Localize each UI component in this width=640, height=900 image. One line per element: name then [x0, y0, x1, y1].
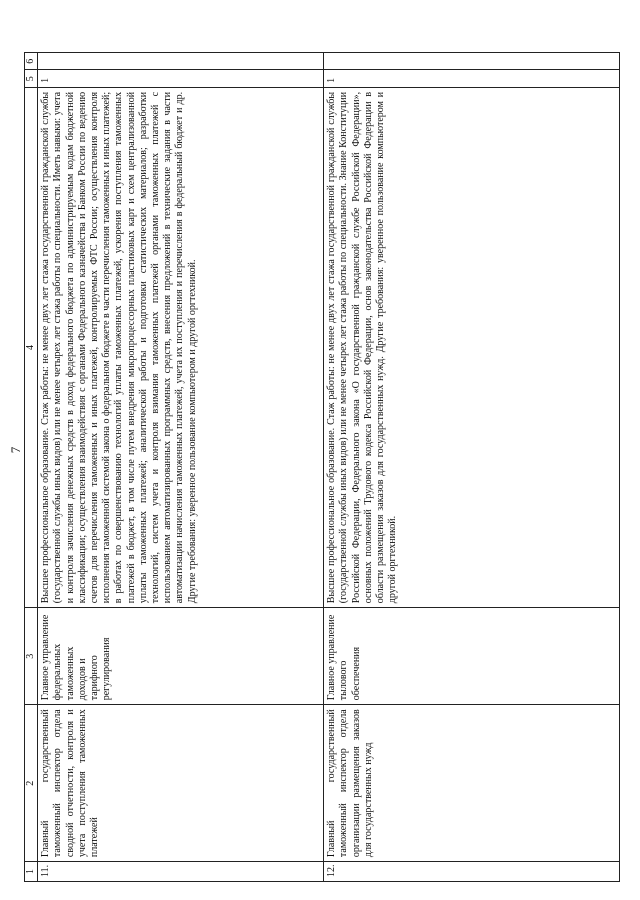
column-header: 5 [25, 70, 38, 87]
vacancy-count: 1 [324, 70, 620, 87]
department-name: Главное управление федеральных таможенных доходов и тарифного регулирования [38, 608, 324, 705]
vacancy-count: 1 [38, 70, 324, 87]
position-title: Главный государственный таможенный инспектор отдела организации размещения заказов для государственных нужд [324, 705, 620, 862]
position-title: Главный государственный таможенный инспектор отдела сводной отчетности, контроля и учета поступления таможенных платежей [38, 705, 324, 862]
vacancy-table [24, 52, 620, 882]
column-header: 6 [25, 53, 38, 70]
page-number: 7 [8, 446, 23, 454]
column-6-cell [324, 53, 620, 70]
column-header: 3 [25, 608, 38, 705]
table-row [324, 53, 620, 882]
requirements-text: Высшее профессиональное образование. Стаж работы: не менее двух лет стажа государственной гражданской службы (государственной службы иных видов) или не менее четырех лет стажа работы по специальности. Знание Конституции Российской Федерации, Федерального закона «О государственной гражданской службе Российской Федерации», основных положений Трудового кодекса Российской Федерации, основ законодательства Российской Федерации в области размещения заказов для государственных нужд. Другие требования: уверенное пользование компьютером и другой оргтехникой. [324, 87, 620, 607]
requirements-text: Высшее профессиональное образование. Стаж работы: не менее двух лет стажа государственной гражданской службы (государственной службы иных видов) или не менее четырех лет стажа работы по специальности. Иметь навыки: учета и контроля зачисления денежных средств в доход федерального бюджета по администрируемым кодам бюджетной классификации; осуществления взаимодействия с органами Федерального казначейства и Банком России по ведению счетов для перечисления таможенных и иных платежей, контролируемых ФТС России; осуществления контроля исполнения таможенной системой закона о федеральном бюджете в части перечисления таможенных и иных платежей; в работах по совершенствованию технологий уплаты таможенных платежей, ускорения поступления таможенных платежей в бюджет, в том числе путем внедрения микропроцессорных пластиковых карт и схем централизованной уплаты таможенных платежей; аналитической работы и подготовки статистических материалов; разработки технологий, систем учета и контроля взимания таможенных платежей органами таможенных платежей с использованием автоматизированных программных средств, внесения предложений в технические задания в части автоматизации начисления таможенных платежей, учета их поступления и перечисления в федеральный бюджет и др. Другие требования: уверенное пользование компьютером и другой оргтехникой. [38, 87, 324, 607]
table-row [38, 53, 324, 882]
department-name: Главное управление тылового обеспечения [324, 608, 620, 705]
column-header: 1 [25, 862, 38, 882]
column-header: 2 [25, 705, 38, 862]
table-header-row [25, 53, 38, 882]
row-number: 11. [38, 862, 324, 882]
column-header: 4 [25, 87, 38, 607]
row-number: 12. [324, 862, 620, 882]
column-6-cell [38, 53, 324, 70]
